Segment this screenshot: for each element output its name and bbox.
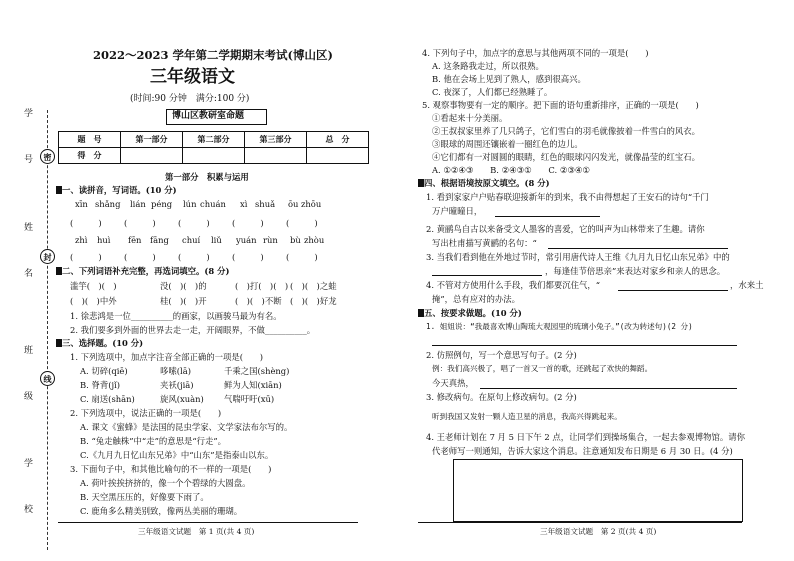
score-header-cell: 总 分	[307, 132, 369, 148]
pinyin-13: fēn	[128, 235, 142, 245]
idiom-fill[interactable]: 滥竽( )( )	[70, 281, 117, 291]
poem-q1: 1. 看到家家户户贴春联迎接新年的到来，我不由得想起了王安石的诗句“千门	[426, 192, 709, 202]
poem-q4-mid: ，水来土	[730, 280, 764, 290]
answer-box[interactable]: ( )	[232, 252, 264, 262]
poem-q3-cont: ，每逢佳节倍思亲”来表达对家乡和亲人的思念。	[545, 266, 726, 276]
pinyin-14: fāng	[150, 235, 169, 245]
question: 1. 下列选项中，加点字注音全部正确的一项是( )	[70, 352, 264, 362]
question: 4. 下列句子中，加点字的意思与其他两项不同的一项是( )	[422, 48, 649, 58]
faulty-sentence[interactable]: 听到我国又发射一颗人造卫星的消息，我高兴得跳起来。	[432, 412, 622, 421]
pinyin-18: rùn	[263, 235, 278, 245]
option-c[interactable]: C.《九月九日忆山东兄弟》中“山东”是指泰山以东。	[80, 450, 274, 460]
answer-box[interactable]: ( )	[178, 252, 210, 262]
feng-seal: 封	[40, 249, 55, 264]
pinyin-3: lián	[130, 199, 146, 209]
idiom-fill[interactable]: ( )( )好龙	[290, 296, 337, 306]
option-b[interactable]: B. 脊背(jǐ)	[80, 380, 121, 390]
pinyin-4: péng	[151, 199, 173, 209]
score-cell	[307, 148, 369, 164]
answer-box[interactable]: ( )	[286, 218, 318, 228]
setter-label: 博山区教研室命题	[172, 111, 245, 121]
option-b[interactable]: B. “兔走触株”中“走”的意思是“行走”。	[80, 436, 227, 446]
answer-line[interactable]	[480, 388, 737, 389]
footer-page2: 三年级语文试题 第 2 页(共 4 页)	[540, 527, 657, 536]
answer-line[interactable]	[548, 248, 728, 249]
answer-box[interactable]: ( )	[178, 218, 210, 228]
option-b[interactable]: B. 天空黑压压的，好像要下雨了。	[80, 492, 209, 502]
pinyin-7: xì	[240, 199, 248, 209]
pinyin-19: bù	[290, 235, 301, 245]
option-a[interactable]: A. 切碎(qiē)	[80, 366, 128, 376]
section3-title: 三、选择题。(10 分)	[62, 338, 144, 348]
answer-box[interactable]: ( )	[124, 252, 156, 262]
xian-seal: 线	[40, 371, 55, 386]
poem-q2-cont: 写出杜甫描写黄鹂的名句：“	[432, 238, 537, 248]
option-c-2: 旋风(xuàn)	[160, 394, 204, 404]
answer-box[interactable]: ( )	[124, 218, 156, 228]
option-a[interactable]: A. 这条路我走过，所以很熟。	[432, 61, 544, 71]
score-cell	[245, 148, 307, 164]
poem-q4-cont: 掩”，总有应对的办法。	[432, 294, 521, 304]
answer-box[interactable]: ( )	[70, 252, 102, 262]
pinyin-9: ōu	[288, 199, 299, 209]
sentence-4: ④它们都有一对圆圆的眼睛，红色的眼球闪闪发光，就像晶莹的红宝石。	[432, 152, 700, 162]
sentence-1: ①看起来十分美丽。	[432, 113, 508, 123]
task-4-cont: 代老师写一则通知，告诉大家这个消息。注意通知发布日期是 6 月 30 日。(4 分)	[432, 446, 733, 456]
answer-line[interactable]	[432, 275, 542, 276]
section4-title: 四、根据语境按原文填空。(8 分)	[424, 178, 550, 188]
idiom-fill[interactable]: 没( )( )的	[160, 281, 207, 291]
option-a-3: 千乘之国(shèng)	[224, 366, 290, 376]
option-c-3: 气喘吁吁(xū)	[224, 394, 275, 404]
pinyin-10: zhōu	[301, 199, 322, 209]
answer-line[interactable]	[432, 345, 737, 346]
idiom-fill[interactable]: ( )( )不断	[235, 296, 282, 306]
class-label: 班 级	[22, 345, 32, 414]
pinyin-15: chuí	[182, 235, 201, 245]
option-a-2: 哆嗦(lā)	[160, 366, 191, 376]
sentence-3: ③眼球的周围还镶嵌着一圈红色的边儿。	[432, 139, 583, 149]
section5-title: 五、按要求做题。(10 分)	[424, 308, 522, 318]
poem-q3: 3. 当我们看到他在外地过节时，常引用唐代诗人王维《九月九日忆山东兄弟》中的	[426, 252, 730, 262]
section2-title: 二、下列词语补充完整，再选词填空。(8 分)	[62, 266, 230, 276]
school-label: 学 校	[22, 458, 32, 527]
sentence-start: 今天真热，	[432, 378, 474, 388]
task-3: 3. 修改病句。在原句上修改病句。(2 分)	[426, 392, 577, 402]
answer-box[interactable]: ( )	[232, 218, 264, 228]
mi-seal: 密	[40, 149, 55, 164]
footer-rule	[418, 522, 742, 523]
pinyin-17: yuán	[236, 235, 257, 245]
score-header-cell: 第一部分	[121, 132, 183, 148]
pinyin-20: zhòu	[304, 235, 325, 245]
binding-line	[47, 110, 48, 550]
task-2: 2. 仿照例句，写一个意思写句子。(2 分)	[426, 350, 577, 360]
task-1: 1. 姐姐说：“我最喜欢博山陶琉大观园里的琉璃小兔子。”(改为转述句)(2 分)	[426, 322, 693, 331]
pinyin-11: zhì	[75, 235, 88, 245]
pinyin-1: xīn	[75, 199, 88, 209]
footer-rule	[58, 522, 358, 523]
pinyin-2: shǎng	[95, 199, 121, 209]
score-cell	[183, 148, 245, 164]
poem-q4: 4. 不管对方使用什么手段，我们都要沉住气，“	[426, 280, 601, 290]
pinyin-5: lún	[183, 199, 197, 209]
example-sentence: 例：我们高兴极了，唱了一首又一首的歌，还跳起了欢快的舞蹈。	[432, 364, 653, 373]
time-score: (时间:90 分钟 满分:100 分)	[130, 94, 250, 104]
task-4: 4. 王老师计划在 7 月 5 日下午 2 点，让同学们到操场集合，一起去参观博物馆。请你	[426, 432, 745, 442]
poem-q1-cont: 万户曈曈日，	[432, 206, 483, 216]
notice-writing-box[interactable]	[453, 459, 743, 522]
question: 2. 下列选项中，说法正确的一项是( )	[70, 408, 222, 418]
option-a[interactable]: A. 荷叶挨挨挤挤的，像一个个碧绿的大圆盘。	[80, 478, 251, 488]
exam-title: 2022～2023 学年第二学期期末考试(博山区)	[93, 48, 333, 62]
answer-line[interactable]	[618, 290, 728, 291]
option-b-3: 鲜为人知(xiān)	[224, 380, 282, 390]
score-header-cell: 第三部分	[245, 132, 307, 148]
subject-title: 三年级语文	[150, 67, 235, 87]
idiom-fill[interactable]: ( )( )之蛙	[290, 281, 337, 291]
option-b[interactable]: B. 他在会场上见到了熟人，感到很高兴。	[432, 74, 586, 84]
footer-page1: 三年级语文试题 第 1 页(共 4 页)	[138, 527, 255, 536]
poem-q2: 2. 黄鹂鸟自古以来备受文人墨客的喜爱，它的叫声为山林带来了生趣。请你	[426, 224, 705, 234]
sentence-fill[interactable]: 2. 我们要多到外面的世界去走一走，开阔眼界，不做__________。	[70, 325, 316, 335]
idiom-fill[interactable]: ( )( )中外	[70, 296, 117, 306]
idiom-fill[interactable]: 桂( )( )开	[160, 296, 207, 306]
answer-box[interactable]: ( )	[286, 252, 318, 262]
name-label: 姓 名	[22, 222, 32, 291]
sentence-2: ②王叔叔家里养了几只鸽子，它们雪白的羽毛就像披着一件雪白的风衣。	[432, 126, 700, 136]
score-header-cell: 第二部分	[183, 132, 245, 148]
pinyin-8: shuǎ	[255, 199, 276, 209]
sentence-fill[interactable]: 1. 徐悲鸿是一位__________的画家，以画骏马最为有名。	[70, 311, 282, 321]
answer-box[interactable]: ( )	[70, 218, 102, 228]
section1-title: 一、读拼音，写词语。(10 分)	[62, 185, 177, 195]
option-a[interactable]: A. 课文《蜜蜂》是法国的昆虫学家、文学家法布尔写的。	[80, 422, 293, 432]
score-cell	[121, 148, 183, 164]
student-id-label: 学 号	[22, 108, 32, 177]
idiom-fill[interactable]: ( )打( )( )	[235, 281, 289, 291]
score-header-cell: 题 号	[59, 132, 121, 148]
question: 5. 观察事物要有一定的顺序。把下面的语句重新排序，正确的一项是( )	[422, 100, 699, 110]
option-c[interactable]: C. 扇送(shān)	[80, 394, 135, 404]
option-c[interactable]: C. 夜深了，人们都已经熟睡了。	[432, 87, 553, 97]
order-options[interactable]: A. ①②④③ B. ②④③① C. ②③④①	[432, 165, 590, 175]
score-table	[58, 131, 369, 164]
option-b-2: 夹袄(jiā)	[160, 380, 194, 390]
pinyin-16: liǔ	[211, 235, 222, 245]
answer-line[interactable]	[495, 216, 600, 217]
pinyin-12: huì	[97, 235, 111, 245]
pinyin-6: chuán	[200, 199, 226, 209]
question: 3. 下面句子中，和其他比喻句的不一样的一项是( )	[70, 464, 272, 474]
score-row-label: 得 分	[59, 148, 121, 164]
part1-title: 第一部分 积累与运用	[165, 172, 249, 182]
option-c[interactable]: C. 鹿角多么精美别致，像两丛美丽的珊瑚。	[80, 506, 243, 516]
